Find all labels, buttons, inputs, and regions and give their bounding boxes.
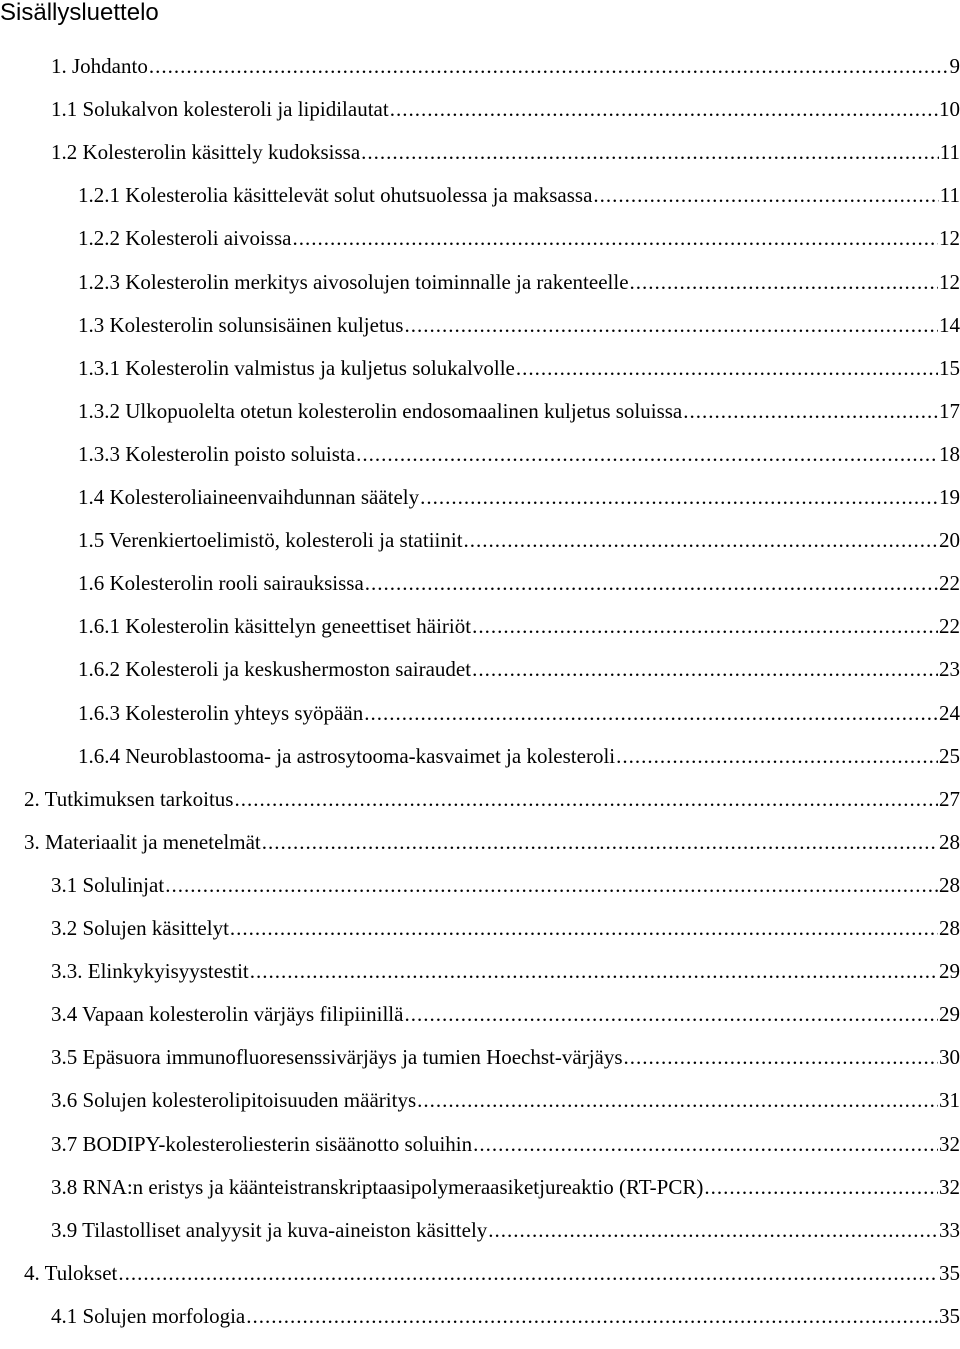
toc-entry[interactable]	[78, 566, 960, 596]
toc-entry-page-number: 30	[939, 1045, 960, 1069]
toc-entry-title: 1.6 Kolesterolin rooli sairauksissa	[78, 571, 364, 595]
toc-entry-title: 1. Johdanto	[51, 54, 148, 78]
toc-entry-title: 1.2 Kolesterolin käsittely kudoksissa	[51, 140, 361, 164]
toc-entry[interactable]	[78, 265, 960, 295]
toc-entry[interactable]	[78, 308, 960, 338]
toc-entry-title: 1.6.1 Kolesterolin käsittelyn geneettiset häiriöt	[78, 614, 472, 638]
dot-leader	[624, 1044, 938, 1070]
toc-entry-page-number: 35	[939, 1261, 960, 1285]
toc-entry-page-number: 32	[939, 1175, 960, 1199]
toc-entry-title: 1.2.2 Kolesteroli aivoissa	[78, 226, 292, 250]
toc-entry-page-number: 18	[939, 442, 960, 466]
toc-entry-title: 1.2.3 Kolesterolin merkitys aivosolujen toiminnalle ja rakenteelle	[78, 270, 629, 294]
toc-entry-title: 1.3.2 Ulkopuolelta otetun kolesterolin endosomaalinen kuljetus soluissa	[78, 399, 683, 423]
toc-entry[interactable]	[78, 394, 960, 424]
toc-entry[interactable]	[78, 652, 960, 682]
toc-entry[interactable]	[78, 739, 960, 769]
toc-entry-title: 1.5 Verenkiertoelimistö, kolesteroli ja statiinit	[78, 528, 463, 552]
toc-entry-title: 4. Tulokset	[24, 1261, 118, 1285]
toc-entry[interactable]	[78, 523, 960, 553]
dot-leader	[364, 700, 938, 726]
toc-entry-title: 1.6.2 Kolesteroli ja keskushermoston sairaudet	[78, 657, 472, 681]
toc-entry[interactable]	[24, 1256, 960, 1286]
dot-leader	[404, 1001, 938, 1027]
dot-leader	[262, 829, 938, 855]
toc-entry[interactable]	[51, 1170, 960, 1200]
toc-entry[interactable]	[51, 911, 960, 941]
toc-entry-title: 3. Materiaalit ja menetelmät	[24, 830, 261, 854]
dot-leader	[356, 441, 938, 467]
toc-entry-title: 1.4 Kolesteroliaineenvaihdunnan säätely	[78, 485, 420, 509]
dot-leader	[472, 656, 938, 682]
toc-entry-title: 1.2.1 Kolesterolia käsittelevät solut ohutsuolessa ja maksassa	[78, 183, 593, 207]
toc-entry-page-number: 14	[939, 313, 960, 337]
dot-leader	[165, 872, 938, 898]
toc-entry[interactable]	[51, 135, 960, 165]
toc-entry[interactable]	[51, 1083, 960, 1113]
dot-leader	[630, 269, 938, 295]
toc-entry[interactable]	[51, 92, 960, 122]
toc-entry-page-number: 22	[939, 614, 960, 638]
toc-entry-title: 3.3. Elinkykyisyystestit	[51, 959, 249, 983]
toc-entry[interactable]	[78, 609, 960, 639]
toc-entry-title: 1.3 Kolesterolin solunsisäinen kuljetus	[78, 313, 404, 337]
toc-entry-page-number: 17	[939, 399, 960, 423]
dot-leader	[149, 53, 949, 79]
toc-entry-page-number: 24	[939, 701, 960, 725]
toc-entry-title: 1.3.3 Kolesterolin poisto soluista	[78, 442, 356, 466]
toc-entry[interactable]	[78, 221, 960, 251]
toc-entry-page-number: 25	[939, 744, 960, 768]
dot-leader	[683, 398, 938, 424]
toc-entry-page-number: 27	[939, 787, 960, 811]
toc-entry-title: 3.1 Solulinjat	[51, 873, 165, 897]
toc-entry-page-number: 28	[939, 873, 960, 897]
toc-entry[interactable]	[51, 954, 960, 984]
toc-entry[interactable]	[78, 437, 960, 467]
dot-leader	[516, 355, 938, 381]
dot-leader	[390, 96, 938, 122]
toc-entry[interactable]	[51, 49, 960, 79]
dot-leader	[472, 613, 938, 639]
toc-entry-page-number: 20	[939, 528, 960, 552]
toc-entry-page-number: 12	[939, 226, 960, 250]
dot-leader	[593, 182, 938, 208]
toc-entry[interactable]	[78, 178, 960, 208]
dot-leader	[250, 958, 938, 984]
toc-entry-title: 4.1 Solujen morfologia	[51, 1304, 246, 1328]
toc-entry-page-number: 31	[939, 1088, 960, 1112]
toc-entry-page-number: 29	[939, 959, 960, 983]
toc-entry-page-number: 12	[939, 270, 960, 294]
toc-entry[interactable]	[51, 1040, 960, 1070]
dot-leader	[616, 743, 938, 769]
toc-entry-page-number: 33	[939, 1218, 960, 1242]
toc-entry-title: 3.2 Solujen käsittelyt	[51, 916, 229, 940]
dot-leader	[704, 1174, 938, 1200]
toc-entry-title: 3.5 Epäsuora immunofluoresenssivärjäys ja tumien Hoechst-värjäys	[51, 1045, 623, 1069]
toc-entry-title: 3.9 Tilastolliset analyysit ja kuva-aineiston käsittely	[51, 1218, 488, 1242]
toc-entry-title: 3.6 Solujen kolesterolipitoisuuden määritys	[51, 1088, 417, 1112]
toc-entry-title: 1.6.3 Kolesterolin yhteys syöpään	[78, 701, 364, 725]
toc-entry[interactable]	[51, 1127, 960, 1157]
toc-entry-page-number: 32	[939, 1132, 960, 1156]
toc-entry[interactable]	[51, 1213, 960, 1243]
dot-leader	[365, 570, 938, 596]
dot-leader	[246, 1303, 938, 1329]
toc-entry-page-number: 10	[939, 97, 960, 121]
dot-leader	[230, 915, 938, 941]
toc-entry[interactable]	[51, 997, 960, 1027]
toc-entry-page-number: 28	[939, 916, 960, 940]
toc-entry-page-number: 15	[939, 356, 960, 380]
toc-entry[interactable]	[78, 351, 960, 381]
toc-entry[interactable]	[51, 868, 960, 898]
toc-entry-title: 3.8 RNA:n eristys ja käänteistranskriptaasipolymeraasiketjureaktio (RT-PCR)	[51, 1175, 704, 1199]
dot-leader	[234, 786, 938, 812]
toc-entry-page-number: 11	[939, 183, 960, 207]
toc-entry[interactable]	[24, 825, 960, 855]
toc-entry-title: 3.7 BODIPY-kolesteroliesterin sisäänotto soluihin	[51, 1132, 473, 1156]
toc-entry[interactable]	[78, 480, 960, 510]
dot-leader	[417, 1087, 938, 1113]
toc-entry-title: 2. Tutkimuksen tarkoitus	[24, 787, 234, 811]
toc-entry-page-number: 11	[939, 140, 960, 164]
toc-entry[interactable]	[78, 696, 960, 726]
toc-entry-page-number: 9	[949, 54, 960, 78]
toc-entry-title: 1.1 Solukalvon kolesteroli ja lipidilautat	[51, 97, 389, 121]
toc-entry-page-number: 23	[939, 657, 960, 681]
toc-entry-page-number: 35	[939, 1304, 960, 1328]
dot-leader	[488, 1217, 938, 1243]
toc-entry-page-number: 22	[939, 571, 960, 595]
dot-leader	[404, 312, 938, 338]
dot-leader	[361, 139, 939, 165]
toc-entry-title: 1.3.1 Kolesterolin valmistus ja kuljetus solukalvolle	[78, 356, 515, 380]
dot-leader	[292, 225, 938, 251]
toc-entry-page-number: 19	[939, 485, 960, 509]
dot-leader	[473, 1131, 938, 1157]
toc-entry[interactable]	[51, 1299, 960, 1329]
toc-entry[interactable]	[24, 782, 960, 812]
dot-leader	[118, 1260, 938, 1286]
toc-entry-title: 3.4 Vapaan kolesterolin värjäys filipiinillä	[51, 1002, 404, 1026]
toc-entry-page-number: 29	[939, 1002, 960, 1026]
dot-leader	[464, 527, 938, 553]
page-title: Sisällysluettelo	[0, 0, 159, 26]
toc-entry-title: 1.6.4 Neuroblastooma- ja astrosytooma-kasvaimet ja kolesteroli	[78, 744, 616, 768]
toc-entry-page-number: 28	[939, 830, 960, 854]
dot-leader	[420, 484, 938, 510]
